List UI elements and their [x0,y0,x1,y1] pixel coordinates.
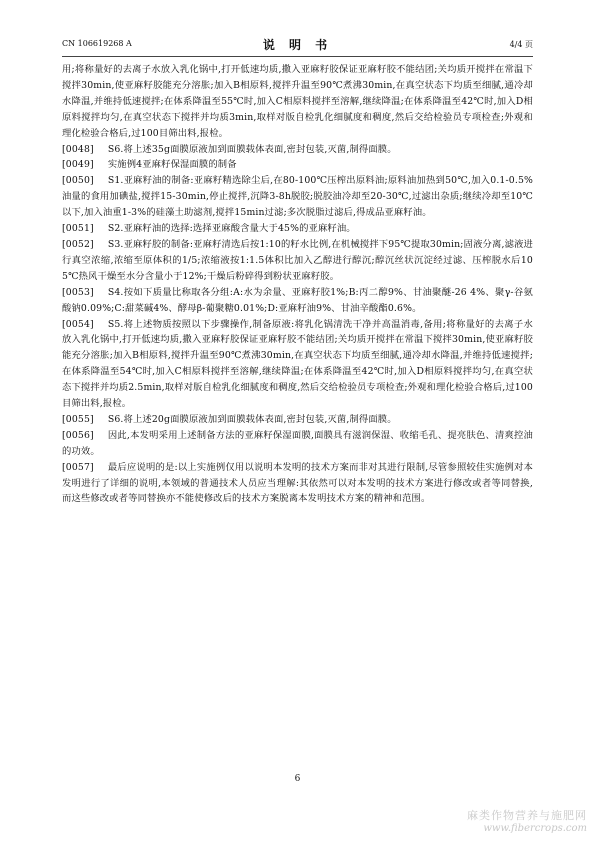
paragraph-text: S3.亚麻籽胶的制备:亚麻籽清选后按1:10的籽水比例,在机械搅拌下95℃提取30min;固液分离,滤液进行真空浓缩,浓缩至原体积的1/5;浓缩液按1:1.5体积比加入乙醇进行醇沉;醇沉丝状沉淀经过滤、压榨脱水后105℃热风干燥至水分含量小于12%;干燥后粉碎得到粉状亚麻籽胶。 [62,238,533,282]
paragraph-text: 最后应说明的是:以上实施例仅用以说明本发明的技术方案而非对其进行限制,尽管参照较佳实施例对本发明进行了详细的说明,本领域的普通技术人员应当理解:其依然可以对本发明的技术方案进行修改或者等同替换,而这些修改或者等同替换亦不能使修改后的技术方案脱离本发明技术方案的精神和范围。 [62,461,533,505]
header-divider [62,56,533,57]
paragraph-text: 实施例4亚麻籽保湿面膜的制备 [107,159,237,171]
paragraph-0051 [62,221,533,237]
paragraph-text: S1.亚麻籽油的制备:亚麻籽精选除尘后,在80-100℃压榨出原料油;原料油加热到50℃,加入0.1-0.5%油量的食用加碘盐,搅拌15-30min,停止搅拌,沉降3-8h脱胶;脱胶油冷却至20-30℃,过滤出杂质;继续冷却至10℃以下,加入油重1-3%的硅藻土助滤剂,搅拌15min过滤;多次脱脂过滤后,得成品亚麻籽油。 [62,175,533,219]
paragraph-text: S6.将上述20g面膜原液加到面膜载体表面,密封包装,灭菌,制得面膜。 [107,413,397,425]
watermark-url: www.fibercrops.com [483,823,587,834]
paragraph-0057 [62,460,533,508]
watermark [467,807,587,834]
paragraph-number: [0056] [62,429,94,441]
publication-number: CN 106619268 A [62,39,132,48]
paragraph-0048 [62,142,533,158]
paragraph-number: [0057] [62,461,94,473]
watermark-name: 麻类作物营养与施肥网 [467,809,587,822]
paragraph-number: [0054] [62,318,94,330]
page-ratio: 4/4 页 [509,40,533,49]
paragraph-text: 因此,本发明采用上述制备方法的亚麻籽保湿面膜,面膜具有滋润保湿、收缩毛孔、提亮肤色、清爽控油的功效。 [62,429,533,457]
paragraph-0053 [62,285,533,317]
paragraph-0049 [62,157,533,173]
paragraph-0052 [62,237,533,285]
paragraph-number: [0052] [62,238,94,250]
paragraph-text: 用;将称量好的去离子水放入乳化锅中,打开低速均质,撒入亚麻籽胶保证亚麻籽胶不能结团;关均质开搅拌在常温下搅拌30min,使亚麻籽胶能充分溶胀;加入B相原料,搅拌升温至90℃煮沸30min,在真空状态下均质至细腻,通冷却水降温,并维持低速搅拌;在体系降温至55℃时,加入C相原料搅拌至溶解,继续降温;在体系降温至42℃时,加入D相原料搅拌均匀,在真空状态下搅拌并均质3min,取样对版自检乳化细腻度和稠度,然后交给检验员专项检查;外观和理化检验合格后,过100目筛出料,报检。 [62,64,533,139]
paragraph-text: S6.将上述35g面膜原液加到面膜载体表面,密封包装,灭菌,制得面膜。 [107,143,397,155]
paragraph-number: [0051] [62,223,94,235]
paragraph-number: [0049] [62,159,94,171]
paragraph-text: S5.将上述物质按照以下步骤操作,制备原液:将乳化锅清洗干净并高温消毒,备用;将称量好的去离子水放入乳化锅中,打开低速均质,撒入亚麻籽胶保证亚麻籽胶不能结团;关均质开搅拌在常温下搅拌30min,使亚麻籽胶能充分溶胀;加入B相原料,搅拌升温至90℃煮沸30min,在真空状态下均质至细腻,通冷却水降温,并维持低速搅拌;在体系降温至54℃时,加入C相原料搅拌至溶解,继续降温;在体系降温至42℃时,加入D相原料搅拌均匀,在真空状态下搅拌并均质2.5min,取样对版自检乳化细腻度和稠度,然后交给检验员专项检查;外观和理化检验合格后,过100目筛出料,报检。 [62,318,533,410]
paragraph-0054 [62,317,533,412]
document-title: 说 明 书 [262,38,333,52]
paragraph-0050 [62,173,533,221]
document-body [62,62,533,507]
paragraph-text: S4.按如下质量比称取各分组:A:水为余量、亚麻籽胶1%;B:丙二醇9%、甘油聚醚-26 4%、聚γ-谷氨酸钠0.09%;C:甜菜碱4%、酵母β-葡聚糖0.01%;D:亚麻籽油9%、甘油辛酸酯0.6%。 [62,286,533,314]
paragraph-number: [0053] [62,286,94,298]
paragraph-0056 [62,428,533,460]
paragraph-number: [0048] [62,143,94,155]
page-number: 6 [294,774,301,784]
paragraph-continued [62,62,533,142]
paragraph-text: S2.亚麻籽油的选择:选择亚麻酸含量大于45%的亚麻籽油。 [107,223,356,235]
page-header [62,36,533,54]
paragraph-number: [0055] [62,413,94,425]
paragraph-0055 [62,412,533,428]
paragraph-number: [0050] [62,175,94,187]
